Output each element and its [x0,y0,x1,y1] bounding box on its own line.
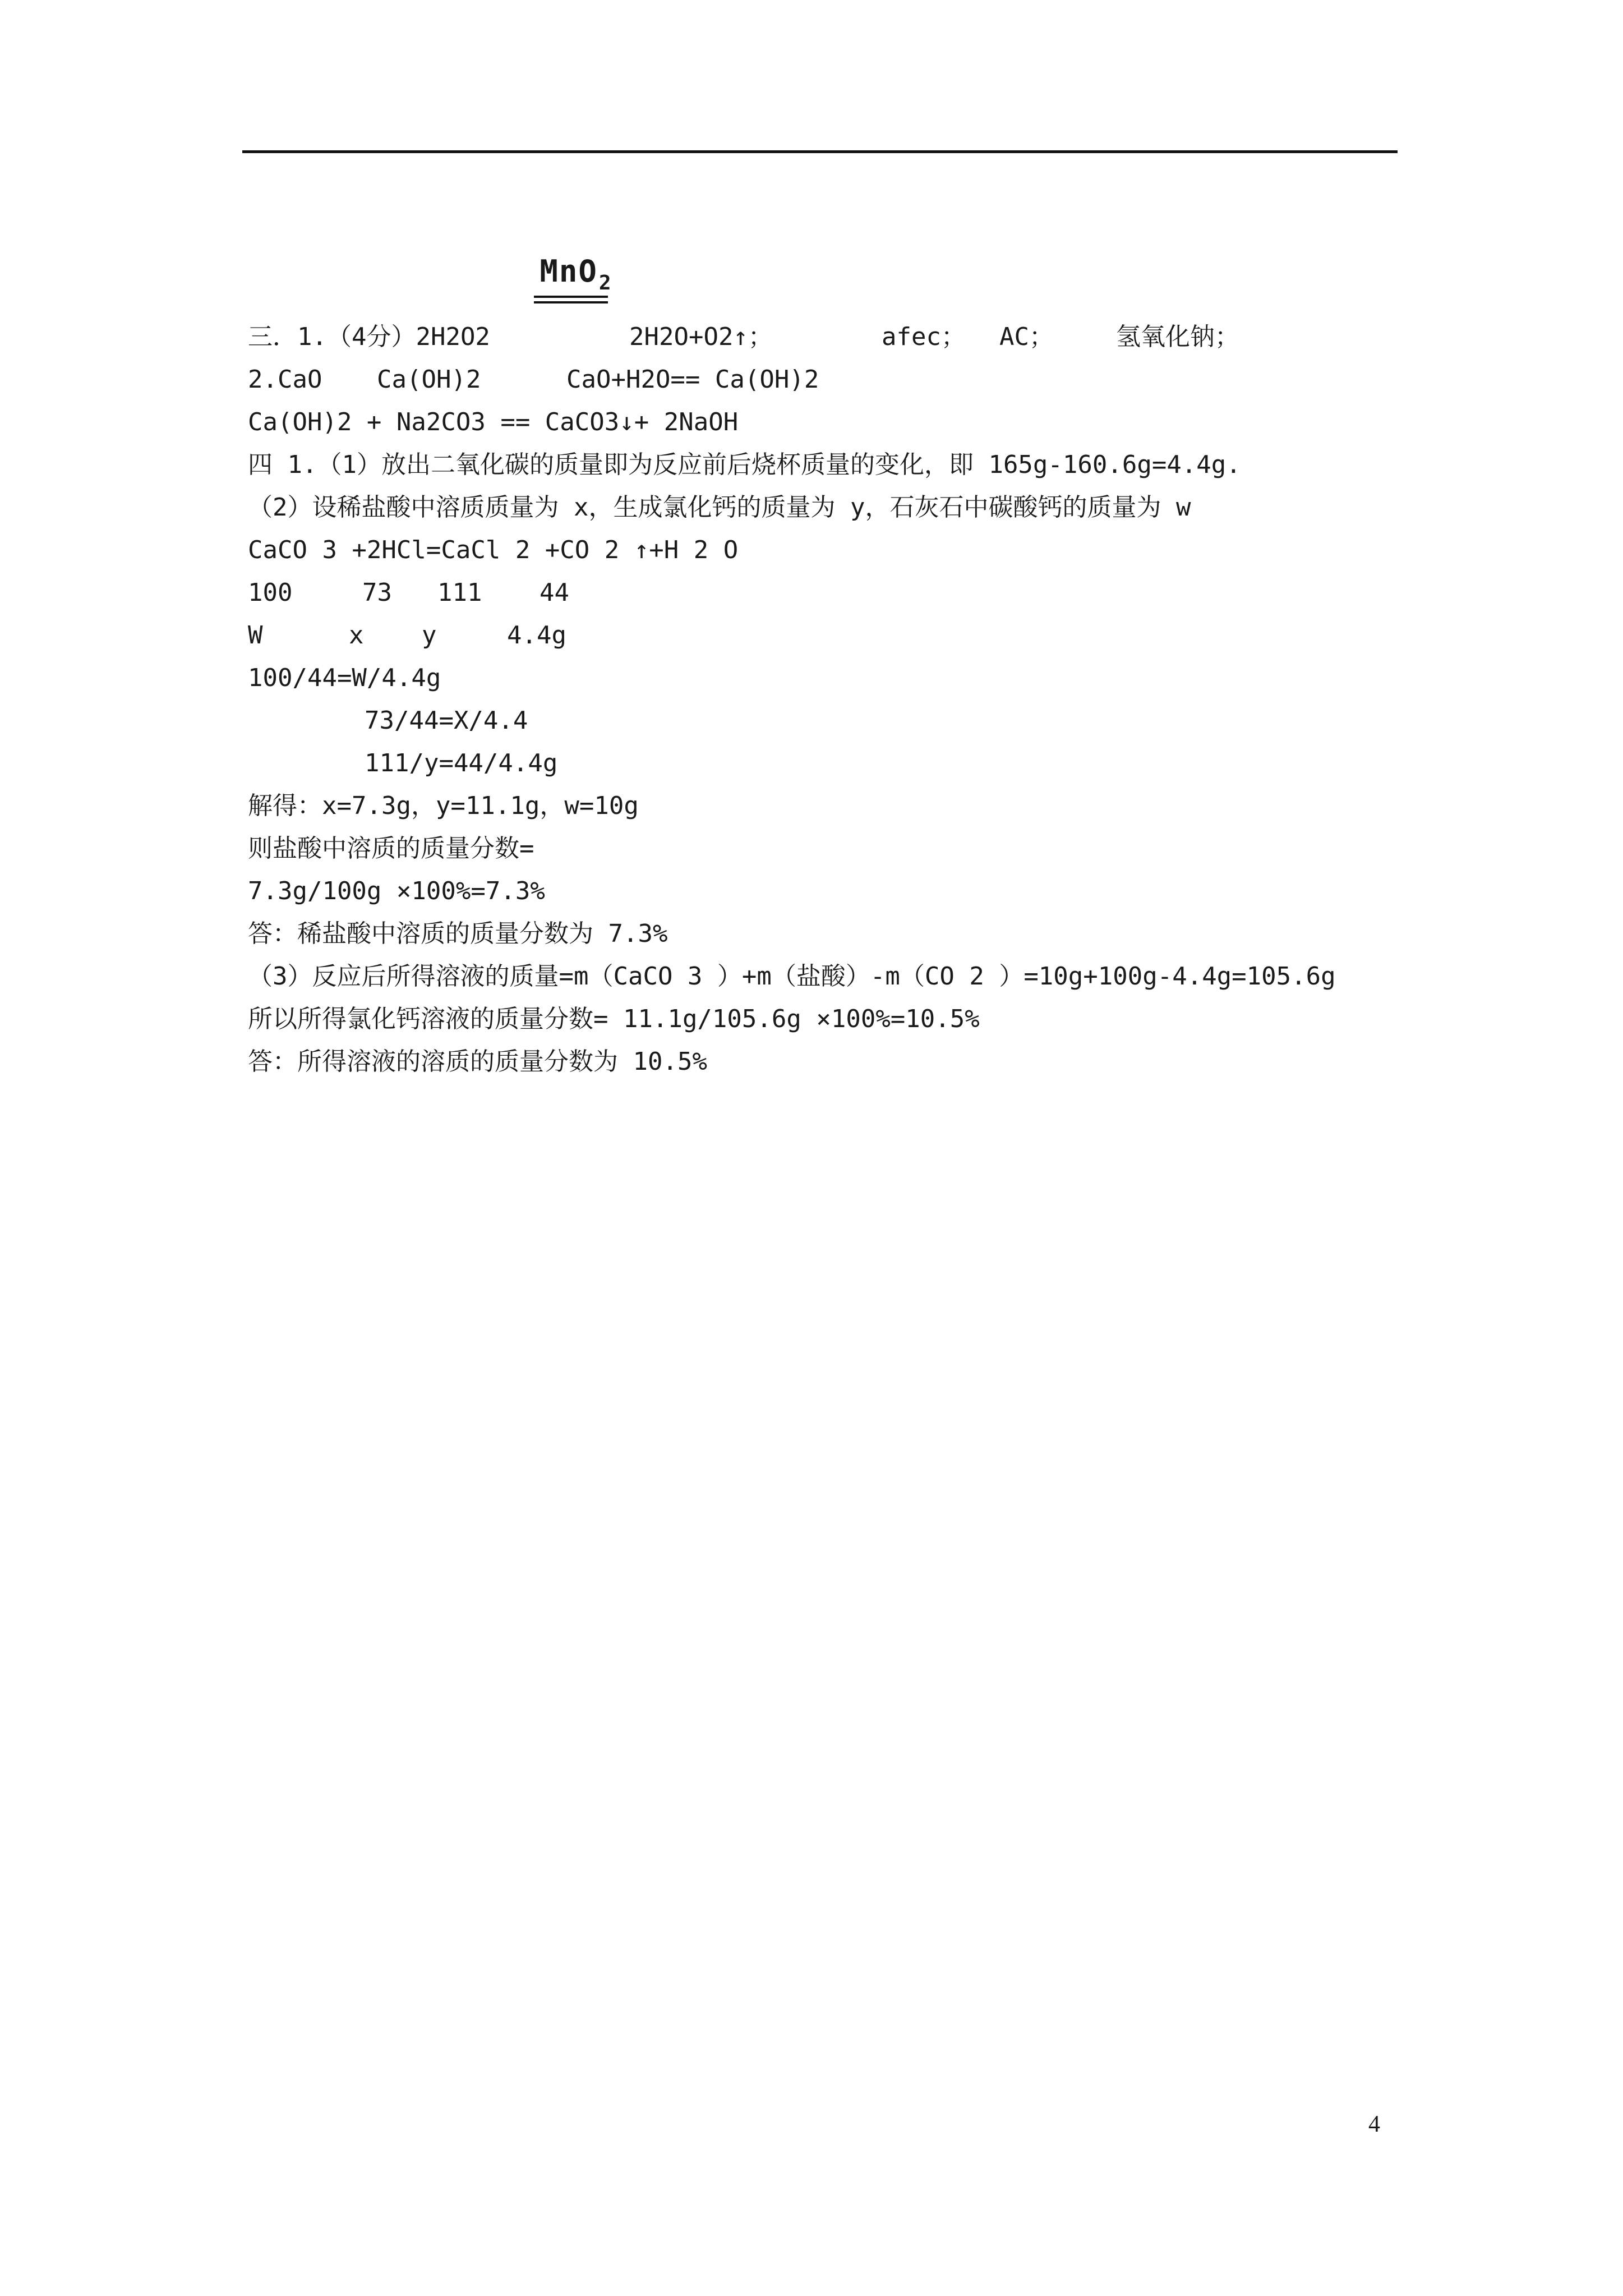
part3-q1-line [248,316,1426,358]
fraction-intro: 则盐酸中溶质的质量分数= [248,834,534,863]
part4-s3b: 所以所得氯化钙溶液的质量分数= 11.1g/105.6g ×100%=10.5% [248,1005,980,1033]
q1-apparatus: AC； [999,323,1054,351]
q1-reagent: 氢氧化钠； [1116,323,1239,351]
proportion-1: 100/44=W/4.4g [248,664,441,692]
header-rule [242,150,1398,153]
proportion-2: 73/44=X/4.4 [365,706,528,735]
ratio-value: 100 [248,578,293,607]
q1-label: 三．1.（4分）2H2O2 [248,323,490,351]
part3-q2-line [248,358,1426,401]
reaction-equation: CaCO 3 +2HCl=CaCl 2 +CO 2 ↑+H 2 O [248,536,739,564]
fraction-calc: 7.3g/100g ×100%=7.3% [248,877,545,905]
catalyst-label [534,254,618,293]
ratio-values-row [248,572,1426,614]
proportion-3: 111/y=44/4.4g [365,749,558,777]
q2-a: 2.CaO [248,365,322,394]
part3-q2-equation: Ca(OH)2 + Na2CO3 == CaCO3↓+ 2NaOH [248,408,739,436]
ratio-vars-row [248,614,1426,657]
part4-s3: （3）反应后所得溶液的质量=m（CaCO 3 ）+m（盐酸）-m（CO 2 ）=10g+100g-4.4g=105.6g [248,962,1336,991]
ratio-var: y [422,621,437,650]
page-number: 4 [1368,2111,1380,2137]
q2-b: Ca(OH)2 [377,365,481,394]
answer-1: 答：稀盐酸中溶质的质量分数为 7.3% [248,919,668,948]
catalyst-double-bar-top [534,296,608,298]
answer-2: 答：所得溶液的溶质的质量分数为 10.5% [248,1047,707,1076]
q1-order: afec； [882,323,966,351]
catalyst-double-bar-bottom [534,301,608,303]
catalyst-main: MnO [540,254,598,289]
ratio-value: 44 [540,578,569,607]
q2-c: CaO+H2O== Ca(OH)2 [566,365,819,394]
ratio-var: 4.4g [507,621,566,650]
ratio-var: x [349,621,364,650]
answer-content [248,316,1426,1083]
ratio-value: 73 [362,578,392,607]
catalyst-subscript: 2 [598,272,612,295]
ratio-var: W [248,621,263,650]
ratio-value: 111 [437,578,482,607]
solve-line: 解得：x=7.3g，y=11.1g，w=10g [248,792,639,820]
q1-products: 2H2O+O2↑； [629,323,773,351]
part4-s1: 四 1.（1）放出二氧化碳的质量即为反应前后烧杯质量的变化，即 165g-160.6g=4.4g. [248,450,1241,479]
part4-s2: （2）设稀盐酸中溶质质量为 x，生成氯化钙的质量为 y，石灰石中碳酸钙的质量为 w [248,493,1191,522]
